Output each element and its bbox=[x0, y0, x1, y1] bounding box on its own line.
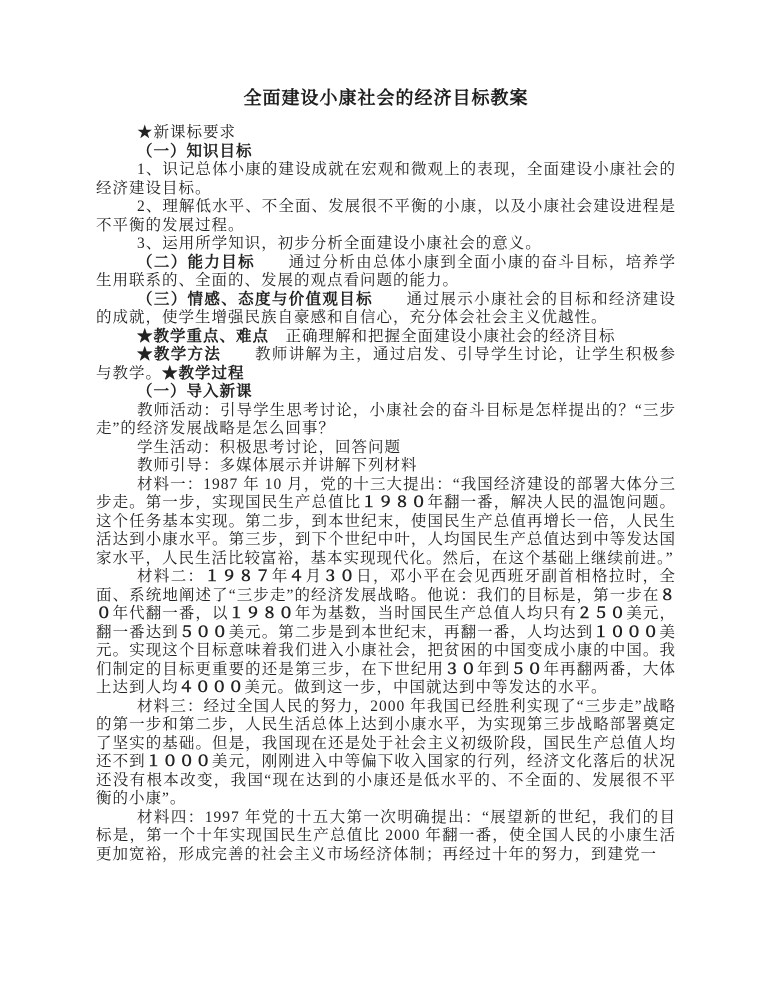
text-run: 教师讲解为主，通过启发、引导学生讨论，让学生积极参与教学。 bbox=[96, 346, 676, 382]
text-run: 1、识记总体小康的建设成就在宏观和微观上的表现，全面建设小康社会的经济建设目标。 bbox=[96, 161, 676, 197]
bold-text-run: ★教学方法 bbox=[137, 346, 222, 363]
bold-text-run: １９８０ bbox=[361, 494, 428, 511]
bold-text-run: ４ bbox=[288, 568, 306, 585]
document-content bbox=[96, 86, 676, 864]
bold-text-run: ３０ bbox=[322, 568, 357, 585]
text-run: 学生活动：积极思考讨论，回答问题 bbox=[137, 438, 402, 456]
text-run: 美元，翻一番达到 bbox=[96, 605, 676, 641]
paragraph bbox=[96, 235, 676, 254]
bold-text-run: ３０ bbox=[444, 660, 478, 678]
bold-text-run: １９８０ bbox=[228, 605, 295, 622]
text-run: 年为基数，当时国民生产总值人均只有 bbox=[294, 605, 577, 622]
text-run: 月 bbox=[305, 568, 323, 585]
text-run: 正确理解和把握全面建设小康社会的经济目标 bbox=[269, 327, 616, 345]
text-run: 材料三：经过全国人民的努力，2000 年我国已经胜利实现了“三步走”战略的第一步和第二步，人民生活总体上达到小康水平，为实现第三步战略部署奠定了坚实的基础。但是，我国现在还是处于社会主义初级阶段，国民生产总值人均还不到 bbox=[96, 697, 676, 770]
bold-text-run: ５００ bbox=[178, 623, 229, 641]
document-body bbox=[96, 124, 676, 864]
text-run: ★新课标要求 bbox=[137, 124, 237, 141]
text-run: 年翻一番，解决人民的温饱问题。这个任务基本实现。第二步，到本世纪末，使国民生产总值再增长一倍，人民生活达到小康水平。第三步，到下个世纪中叶，人均国民生产总值达到中等发达国家水平，人民生活比较富裕，基本实现现代化。然后，在这个基础上继续前进。” bbox=[96, 494, 676, 567]
text-run: 美元。做到这一步，中国就达到中等发达的水平。 bbox=[244, 679, 608, 696]
bold-text-run: ８０ bbox=[96, 586, 676, 622]
text-run: 美元。第二步是到本世纪末，再翻一番，人均达到 bbox=[228, 623, 594, 641]
paragraph bbox=[96, 439, 676, 458]
text-run: 教师引导：多媒体展示并讲解下列材料 bbox=[137, 457, 418, 474]
paragraph bbox=[96, 291, 676, 328]
text-run: 教师活动：引导学生思考讨论，小康社会的奋斗目标是怎样提出的？“三步走”的经济发展战略是怎么回事？ bbox=[96, 401, 676, 437]
text-run: 通过展示小康社会的目标和经济建设的成就，使学生增强民族自豪感和自信心，充分体会社会主义优越性。 bbox=[96, 290, 676, 326]
bold-text-run: １０００ bbox=[145, 753, 213, 770]
bold-text-run: （二）能力目标 bbox=[137, 253, 255, 271]
text-run: 通过分析由总体小康到全面小康的奋斗目标，培养学生用联系的、全面的、发展的观点看问题的能力。 bbox=[96, 253, 676, 289]
bold-text-run: ★教学过程 bbox=[162, 364, 245, 382]
bold-text-run: ２５０ bbox=[576, 605, 627, 622]
text-run: 年再翻两番，大体上达到人均 bbox=[96, 660, 676, 696]
paragraph bbox=[96, 198, 676, 235]
paragraph bbox=[96, 346, 676, 383]
document-title: 全面建设小康社会的经济目标教案 bbox=[243, 88, 529, 108]
bold-text-run: ５０ bbox=[510, 660, 544, 678]
paragraph bbox=[96, 568, 676, 698]
bold-text-run: １０００ bbox=[593, 623, 660, 641]
text-run: 材料一：1987 年 10 月，党的十三大提出：“我国经济建设的部署大体分三步走。第一步，实现国民生产总值比 bbox=[96, 475, 676, 511]
paragraph bbox=[96, 809, 676, 865]
bold-text-run: ★教学重点、难点 bbox=[137, 327, 270, 345]
paragraph bbox=[96, 383, 676, 402]
text-run: 年到 bbox=[477, 660, 511, 678]
text-run: 美元。实现这个目标意味着我们进入小康社会，把贫困的中国变成小康的中国。我们制定的目标更重要的还是第三步，在下世纪用 bbox=[96, 623, 676, 678]
bold-text-run: ４０００ bbox=[178, 679, 245, 696]
paragraph bbox=[96, 476, 676, 569]
text-run: 2、理解低水平、不全面、发展很不平衡的小康，以及小康社会建设进程是不平衡的发展过程。 bbox=[96, 198, 676, 234]
paragraph bbox=[96, 698, 676, 809]
text-run: 材料四：1997 年党的十五大第一次明确提出：“展望新的世纪，我们的目标是，第一个十年实现国民生产总值比 2000 年翻一番，使全国人民的小康生活更加宽裕，形成完善的社会主义市场经济体制；再经过十年的努力，到建党一 bbox=[96, 808, 676, 863]
paragraph bbox=[96, 161, 676, 198]
text-run: 材料二： bbox=[137, 568, 205, 585]
bold-text-run: （三）情感、态度与价值观目标 bbox=[137, 290, 373, 308]
paragraph bbox=[96, 143, 676, 162]
bold-text-run: １９８７ bbox=[204, 568, 272, 585]
text-run: 美元，刚刚进入中等偏下收入国家的行列，经济文化落后的状况还没有根本改变，我国“现在达到的小康还是低水平的、不全面的、发展很不平衡的小康”。 bbox=[96, 753, 676, 807]
paragraph bbox=[96, 402, 676, 439]
bold-text-run: （一）知识目标 bbox=[137, 142, 253, 160]
paragraph bbox=[96, 254, 676, 291]
bold-text-run: （一）导入新课 bbox=[137, 383, 253, 400]
text-run: 3、运用所学知识，初步分析全面建设小康社会的意义。 bbox=[137, 235, 542, 252]
paragraph bbox=[96, 457, 676, 476]
paragraph bbox=[96, 124, 676, 143]
paragraph bbox=[96, 328, 676, 347]
text-run: 日，邓小平在会见西班牙副首相格拉时，全面、系统地阐述了“三步走”的经济发展战略。他说：我们的目标是，第一步在 bbox=[96, 568, 676, 604]
text-run: 年代翻一番，以 bbox=[112, 605, 229, 622]
text-run: 年 bbox=[271, 568, 289, 585]
